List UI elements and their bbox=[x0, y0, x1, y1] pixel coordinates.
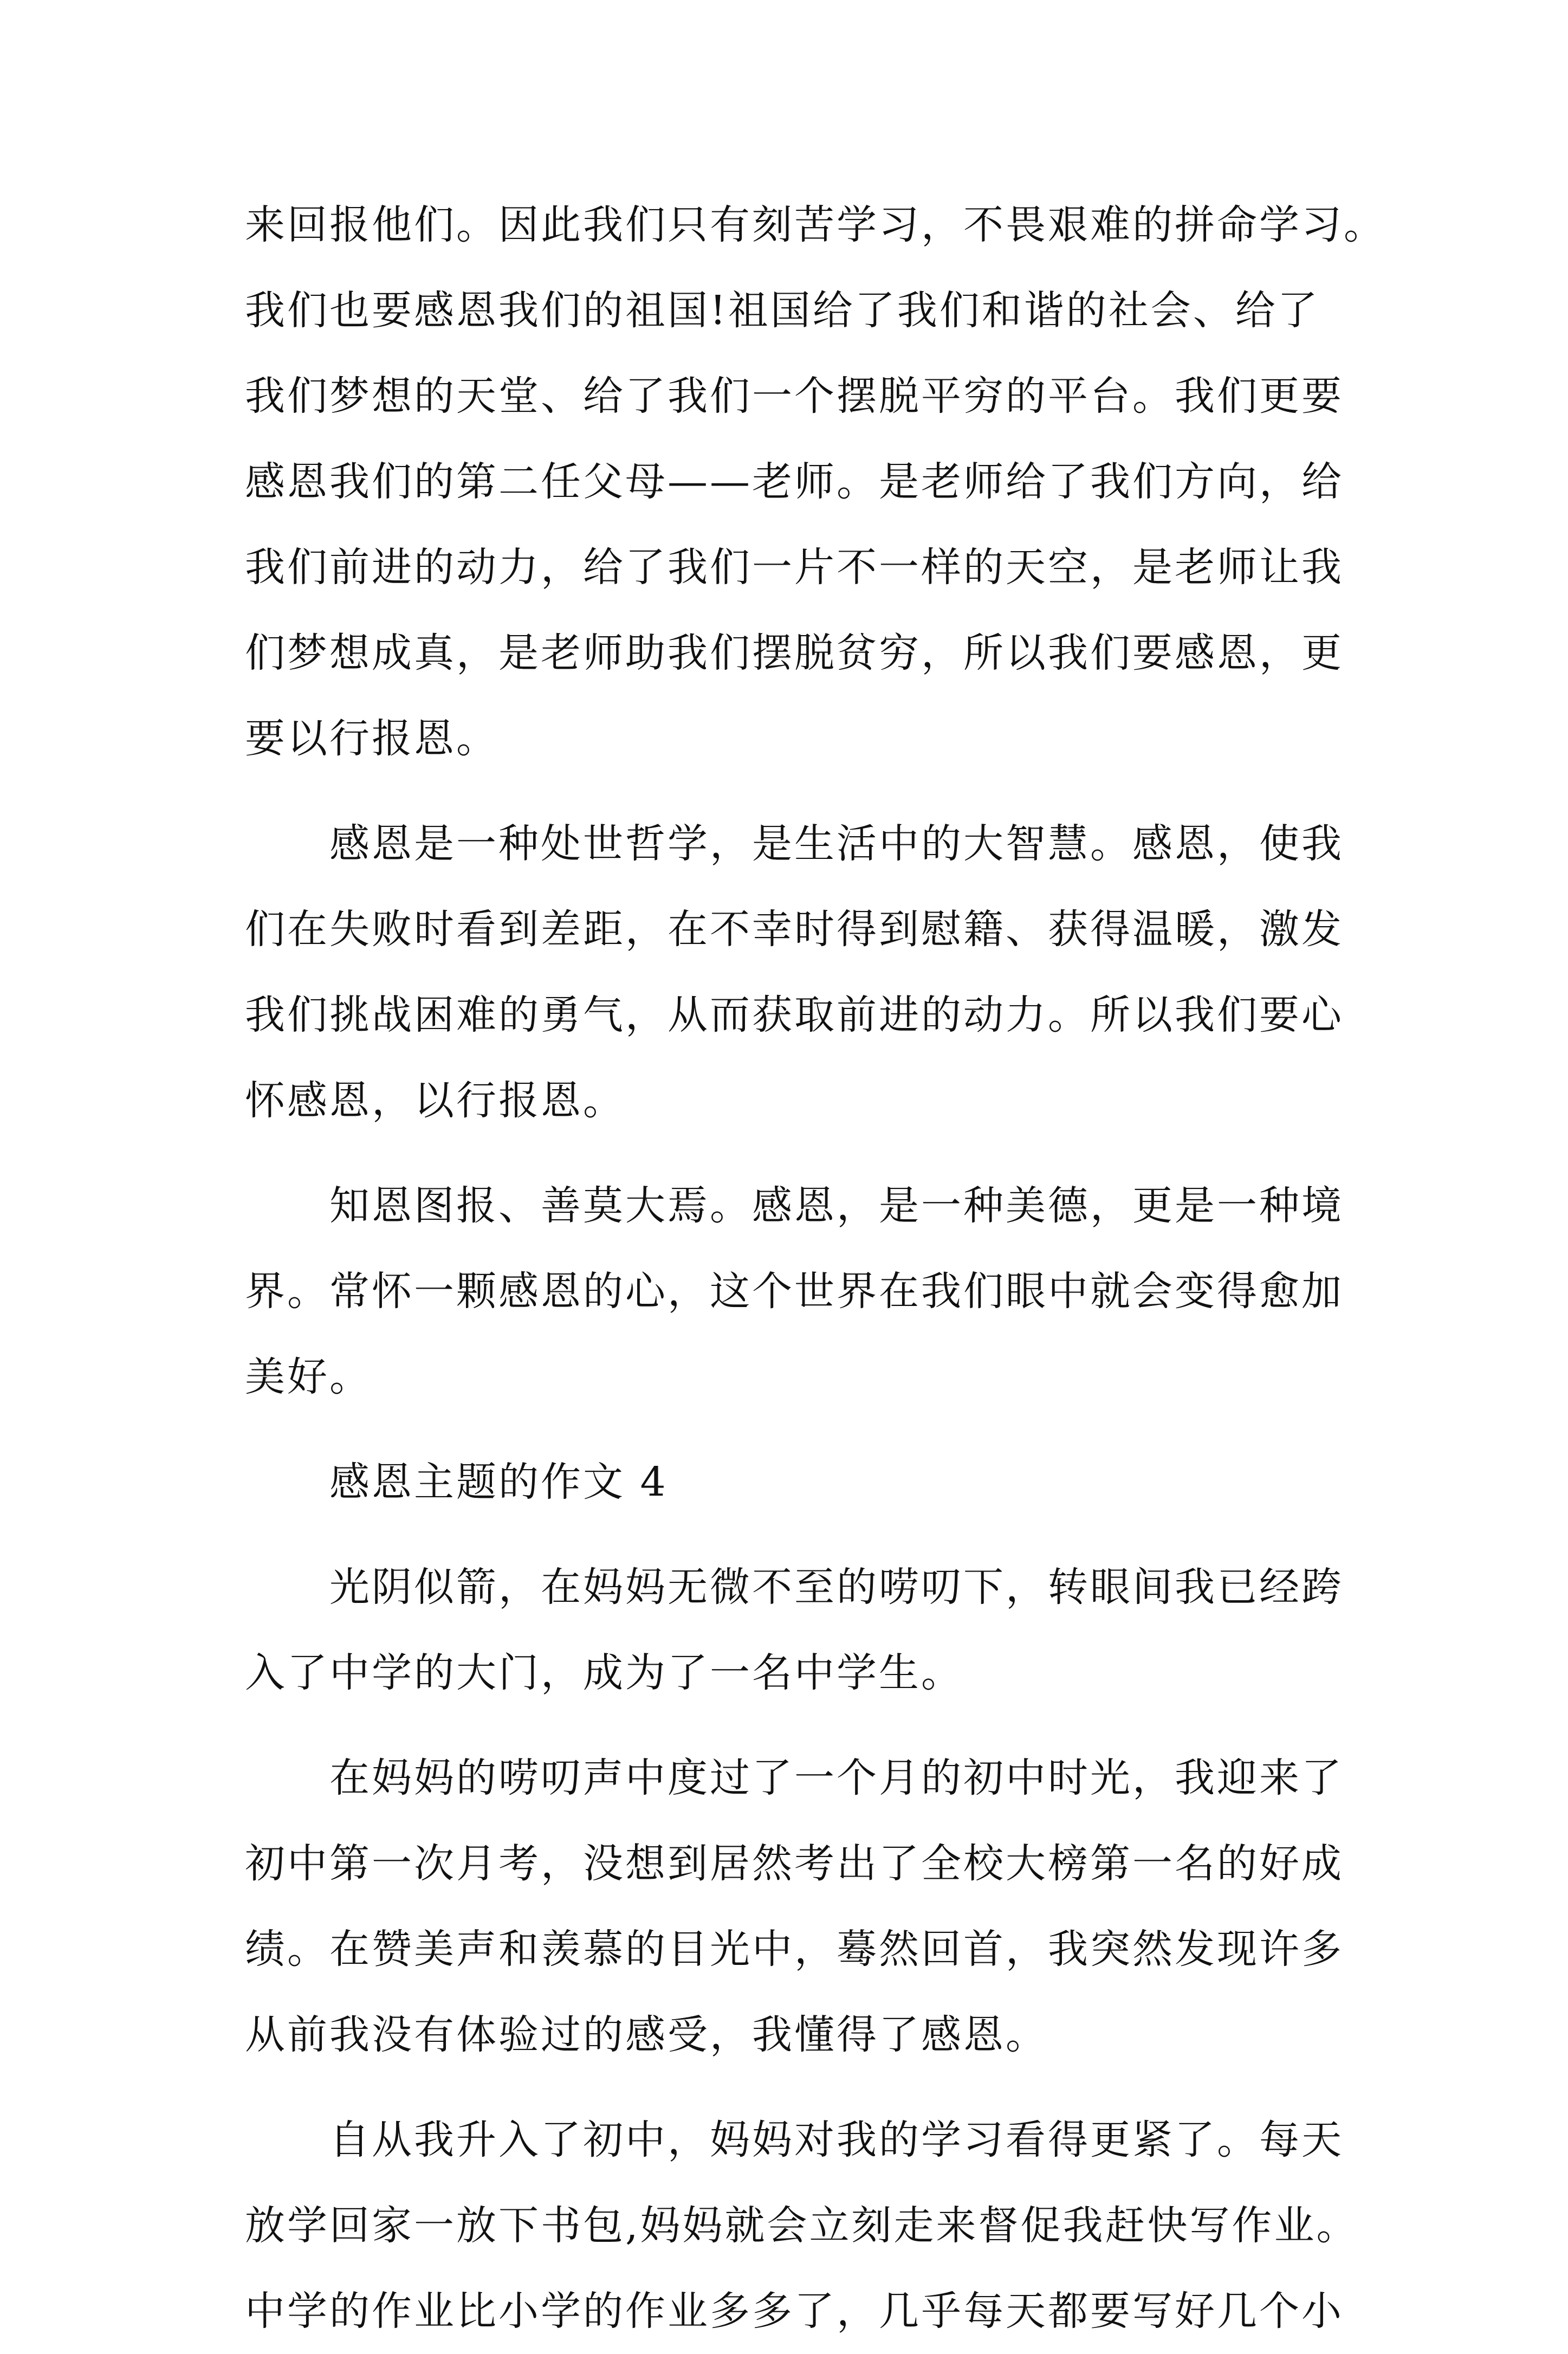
text-line: 自从我升入了初中，妈妈对我的学习看得更紧了。每天 bbox=[329, 2117, 1344, 2163]
text-line: 初中第一次月考，没想到居然考出了全校大榜第一名的好成 bbox=[245, 1840, 1344, 1887]
text-line: 在妈妈的唠叨声中度过了一个月的初中时光，我迎来了 bbox=[329, 1755, 1344, 1801]
text-line: 感恩是一种处世哲学，是生活中的大智慧。感恩，使我 bbox=[329, 820, 1344, 867]
heading-text: 感恩主题的作文 4 bbox=[329, 1459, 668, 1505]
text-line: 们梦想成真，是老师助我们摆脱贫穷，所以我们要感恩，更 bbox=[245, 630, 1344, 676]
document-page bbox=[245, 182, 1386, 2354]
text-line: 中学的作业比小学的作业多多了，几乎每天都要写好几个小 bbox=[245, 2288, 1344, 2334]
text-line: 我们梦想的天堂、给了我们一个摆脱平穷的平台。我们更要 bbox=[245, 373, 1344, 419]
paragraph bbox=[245, 1544, 1345, 1716]
text-line: 入了中学的大门，成为了一名中学生。 bbox=[245, 1650, 963, 1696]
text-line: 要以行报恩。 bbox=[245, 715, 498, 762]
paragraph bbox=[245, 1735, 1345, 2078]
text-line: 美好。 bbox=[245, 1354, 372, 1400]
text-line: 来回报他们。因此我们只有刻苦学习，不畏艰难的拼命学习。 bbox=[245, 202, 1386, 248]
text-line: 我们前进的动力，给了我们一片不一样的天空，是老师让我 bbox=[245, 544, 1344, 591]
text-line: 感恩我们的第二任父母——老师。是老师给了我们方向，给 bbox=[245, 458, 1344, 505]
paragraph bbox=[245, 801, 1345, 1143]
text-line: 光阴似箭，在妈妈无微不至的唠叨下，转眼间我已经跨 bbox=[329, 1564, 1344, 1611]
paragraph bbox=[245, 182, 1386, 781]
text-line: 我们也要感恩我们的祖国!祖国给了我们和谐的社会、给了 bbox=[245, 287, 1320, 334]
text-line: 怀感恩，以行报恩。 bbox=[245, 1077, 625, 1124]
paragraph bbox=[245, 1163, 1345, 1420]
paragraph bbox=[245, 2097, 1359, 2354]
text-line: 从前我没有体验过的感受，我懂得了感恩。 bbox=[245, 2012, 1048, 2058]
text-line: 我们挑战困难的勇气，从而获取前进的动力。所以我们要心 bbox=[245, 992, 1344, 1038]
text-line: 绩。在赞美声和羡慕的目光中，蓦然回首，我突然发现许多 bbox=[245, 1926, 1344, 1973]
text-line: 放学回家一放下书包,妈妈就会立刻走来督促我赶快写作业。 bbox=[245, 2202, 1359, 2249]
text-line: 们在失败时看到差距，在不幸时得到慰籍、获得温暖，激发 bbox=[245, 906, 1344, 953]
text-line: 知恩图报、善莫大焉。感恩，是一种美德，更是一种境 bbox=[329, 1182, 1344, 1229]
section-heading bbox=[245, 1439, 1345, 1525]
text-line: 界。常怀一颗感恩的心，这个世界在我们眼中就会变得愈加 bbox=[245, 1268, 1344, 1315]
